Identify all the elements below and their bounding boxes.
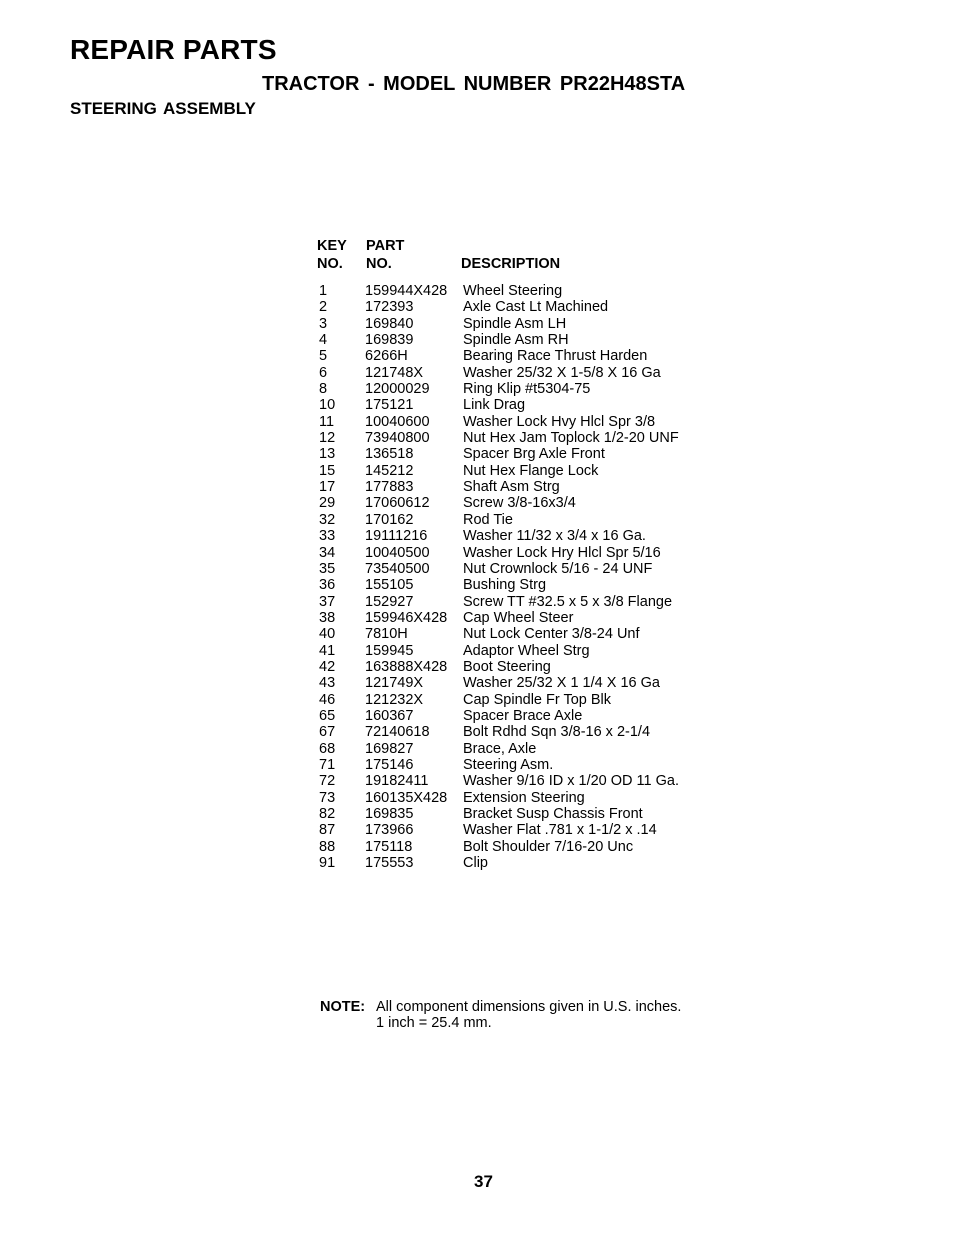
part-key-number: 72	[319, 773, 336, 790]
part-description: Brace, Axle	[463, 740, 537, 757]
page-number: 37	[474, 1172, 493, 1191]
part-number: 169840	[365, 315, 414, 332]
part-key-number: 8	[319, 381, 328, 398]
part-description: Extension Steering	[463, 789, 585, 806]
part-key-number: 32	[319, 511, 336, 528]
part-description: Spacer Brace Axle	[463, 707, 583, 724]
column-header-key-line1: KEY	[317, 238, 347, 254]
part-key-number: 67	[319, 724, 336, 741]
part-key-number: 38	[319, 609, 336, 626]
part-description: Bearing Race Thrust Harden	[463, 348, 648, 365]
table-row	[317, 741, 737, 757]
part-key-number: 13	[319, 446, 336, 463]
section-heading: STEERING ASSEMBLY	[70, 99, 256, 118]
table-row	[317, 545, 737, 561]
table-row	[317, 348, 737, 364]
part-key-number: 5	[319, 348, 328, 365]
part-description: Washer 9/16 ID x 1/20 OD 11 Ga.	[463, 773, 679, 790]
part-description: Nut Lock Center 3/8-24 Unf	[463, 626, 640, 643]
part-number: 10040600	[365, 413, 430, 430]
part-number: 175146	[365, 756, 414, 773]
part-key-number: 11	[319, 413, 335, 430]
part-number: 145212	[365, 462, 414, 479]
table-row	[317, 512, 737, 528]
part-description: Nut Crownlock 5/16 - 24 UNF	[463, 560, 653, 577]
part-number: 73540500	[365, 560, 430, 577]
part-description: Bolt Rdhd Sqn 3/8-16 x 2-1/4	[463, 724, 651, 741]
part-number: 7810H	[365, 626, 408, 643]
part-key-number: 2	[319, 299, 328, 316]
part-number: 169827	[365, 740, 414, 757]
part-description: Washer Lock Hry Hlcl Spr 5/16	[463, 544, 661, 561]
table-row	[317, 316, 737, 332]
part-number: 159944X428	[365, 283, 448, 299]
table-row	[317, 659, 737, 675]
part-number: 160367	[365, 707, 414, 724]
part-key-number: 10	[319, 397, 336, 414]
part-key-number: 65	[319, 707, 336, 724]
table-row	[317, 708, 737, 724]
part-number: 177883	[365, 479, 414, 496]
part-number: 160135X428	[365, 789, 448, 806]
part-description: Axle Cast Lt Machined	[463, 299, 609, 316]
part-number: 175553	[365, 855, 414, 872]
part-key-number: 91	[319, 855, 336, 872]
part-key-number: 4	[319, 332, 328, 349]
part-number: 121748X	[365, 364, 424, 381]
part-number: 12000029	[365, 381, 430, 398]
table-row	[317, 724, 737, 740]
table-row	[317, 430, 737, 446]
part-description: Shaft Asm Strg	[463, 479, 560, 496]
model-subtitle: TRACTOR - MODEL NUMBER PR22H48STA	[262, 73, 686, 95]
part-key-number: 73	[319, 789, 336, 806]
part-description: Clip	[463, 855, 488, 872]
table-row	[317, 757, 737, 773]
table-row	[317, 528, 737, 544]
part-key-number: 43	[319, 675, 336, 692]
part-key-number: 17	[319, 479, 336, 496]
part-number: 121749X	[365, 675, 424, 692]
part-description: Screw 3/8-16x3/4	[463, 495, 576, 512]
column-header-key-line2: NO.	[317, 256, 343, 272]
part-description: Link Drag	[463, 397, 526, 414]
table-row	[317, 822, 737, 838]
part-key-number: 29	[319, 495, 336, 512]
table-row	[317, 479, 737, 495]
table-row	[317, 790, 737, 806]
parts-list-header	[317, 238, 737, 274]
part-number: 169835	[365, 806, 414, 822]
page-title: REPAIR PARTS	[70, 34, 277, 65]
part-number: 6266H	[365, 348, 408, 365]
note-text-line2: 1 inch = 25.4 mm.	[376, 1015, 492, 1031]
part-description: Boot Steering	[463, 658, 551, 675]
part-description: Wheel Steering	[463, 283, 563, 299]
part-number: 19182411	[365, 773, 429, 790]
part-description: Washer 25/32 X 1 1/4 X 16 Ga	[463, 675, 660, 692]
part-key-number: 87	[319, 822, 336, 839]
part-number: 159945	[365, 642, 414, 659]
table-row	[317, 381, 737, 397]
part-key-number: 71	[319, 756, 336, 773]
part-description: Steering Asm.	[463, 756, 554, 773]
part-description: Bracket Susp Chassis Front	[463, 806, 643, 822]
part-number: 152927	[365, 593, 414, 610]
table-row	[317, 806, 737, 822]
part-description: Nut Hex Jam Toplock 1/2-20 UNF	[463, 430, 679, 447]
column-header-part-line1: PART	[366, 238, 405, 254]
column-header-part-line2: NO.	[366, 256, 392, 272]
part-number: 136518	[365, 446, 414, 463]
part-key-number: 12	[319, 430, 336, 447]
table-row	[317, 365, 737, 381]
part-description: Adaptor Wheel Strg	[463, 642, 590, 659]
table-row	[317, 414, 737, 430]
part-description: Washer Flat .781 x 1-1/2 x .14	[463, 822, 657, 839]
part-description: Cap Wheel Steer	[463, 609, 574, 626]
part-description: Nut Hex Flange Lock	[463, 462, 599, 479]
part-key-number: 40	[319, 626, 336, 643]
part-number: 175121	[365, 397, 414, 414]
part-key-number: 35	[319, 560, 336, 577]
part-key-number: 68	[319, 740, 336, 757]
part-number: 72140618	[365, 724, 430, 741]
part-number: 73940800	[365, 430, 430, 447]
part-description: Washer Lock Hvy Hlcl Spr 3/8	[463, 413, 656, 430]
table-row	[317, 610, 737, 626]
table-row	[317, 561, 737, 577]
part-description: Ring Klip #t5304-75	[463, 381, 591, 398]
table-row	[317, 463, 737, 479]
table-row	[317, 626, 737, 642]
table-row	[317, 839, 737, 855]
part-description: Bushing Strg	[463, 577, 547, 594]
table-row	[317, 692, 737, 708]
part-number: 10040500	[365, 544, 430, 561]
table-row	[317, 773, 737, 789]
table-row	[317, 332, 737, 348]
part-number: 163888X428	[365, 658, 448, 675]
part-number: 175118	[365, 838, 413, 855]
part-key-number: 34	[319, 544, 336, 561]
part-description: Washer 25/32 X 1-5/8 X 16 Ga	[463, 364, 661, 381]
column-header-description: DESCRIPTION	[461, 256, 561, 272]
part-key-number: 41	[319, 642, 336, 659]
table-row	[317, 675, 737, 691]
part-key-number: 33	[319, 528, 336, 545]
part-key-number: 6	[319, 364, 328, 381]
table-row	[317, 299, 737, 315]
part-key-number: 88	[319, 838, 336, 855]
part-number: 17060612	[365, 495, 430, 512]
part-description: Washer 11/32 x 3/4 x 16 Ga.	[463, 528, 646, 545]
part-description: Cap Spindle Fr Top Blk	[463, 691, 612, 708]
part-key-number: 1	[319, 283, 328, 299]
part-description: Spindle Asm RH	[463, 332, 569, 349]
part-description: Bolt Shoulder 7/16-20 Unc	[463, 838, 634, 855]
parts-list-rows	[317, 283, 737, 871]
table-row	[317, 397, 737, 413]
part-key-number: 37	[319, 593, 336, 610]
table-row	[317, 446, 737, 462]
part-description: Spindle Asm LH	[463, 315, 567, 332]
part-number: 121232X	[365, 691, 424, 708]
part-key-number: 36	[319, 577, 336, 594]
part-description: Spacer Brg Axle Front	[463, 446, 605, 463]
table-row	[317, 283, 737, 299]
table-row	[317, 495, 737, 511]
part-description: Rod Tie	[463, 511, 513, 528]
note-label: NOTE:	[320, 999, 366, 1015]
part-number: 155105	[365, 577, 414, 594]
parts-list	[317, 238, 737, 871]
part-key-number: 3	[319, 315, 328, 332]
table-row	[317, 577, 737, 593]
table-row	[317, 643, 737, 659]
part-number: 159946X428	[365, 609, 448, 626]
part-key-number: 46	[319, 691, 336, 708]
table-row	[317, 855, 737, 871]
part-key-number: 15	[319, 462, 336, 479]
part-number: 19111216	[365, 528, 428, 545]
part-key-number: 82	[319, 806, 336, 822]
part-number: 173966	[365, 822, 414, 839]
table-row	[317, 594, 737, 610]
part-number: 169839	[365, 332, 414, 349]
part-number: 172393	[365, 299, 414, 316]
note-text-line1: All component dimensions given in U.S. inches.	[376, 999, 682, 1015]
part-number: 170162	[365, 511, 414, 528]
part-key-number: 42	[319, 658, 336, 675]
part-description: Screw TT #32.5 x 5 x 3/8 Flange	[463, 593, 673, 610]
